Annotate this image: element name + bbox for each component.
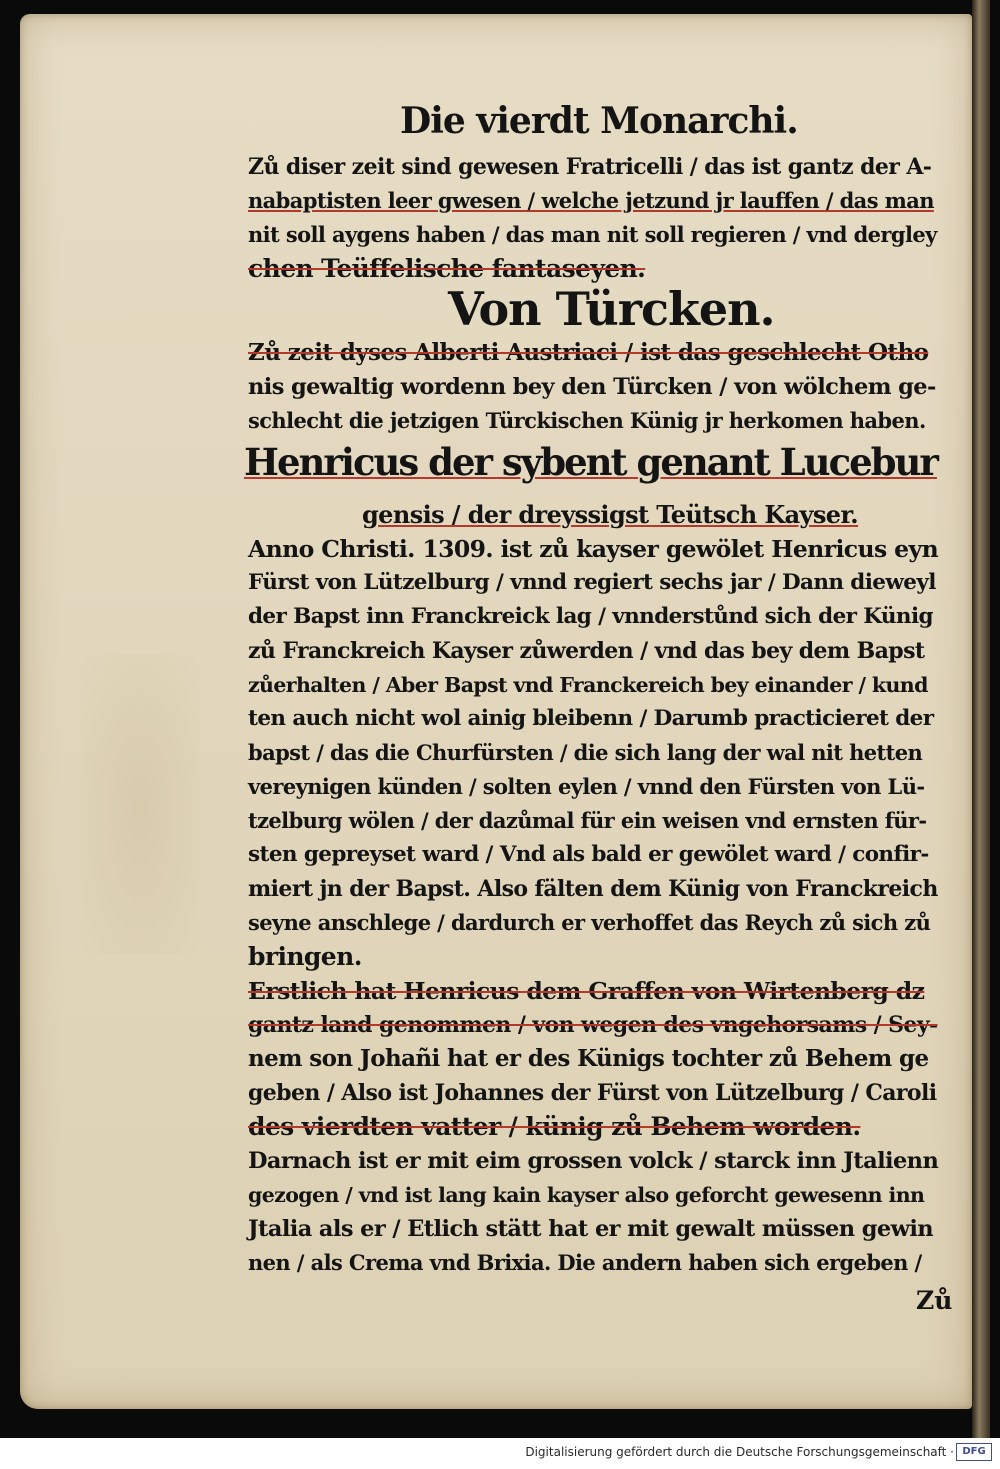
text-line: gantz land genommen / von wegen des vngehorsams / Sey- bbox=[248, 1012, 938, 1038]
section-subheading-henricus: gensis / der dreyssigst Teütsch Kayser. bbox=[362, 500, 859, 529]
text-line: zů Franckreich Kayser zůwerden / vnd das bey dem Bapst bbox=[248, 638, 925, 664]
text-line: Zů zeit dyses Alberti Austriaci / ist das geschlecht Otho bbox=[248, 339, 929, 366]
section-heading-henricus: Henricus der sybent genant Lucebur bbox=[244, 440, 937, 484]
page-edge bbox=[972, 0, 990, 1438]
text-line: seyne anschlege / dardurch er verhoffet das Reych zů sich zů bbox=[248, 910, 931, 935]
dfg-logo: DFG bbox=[956, 1443, 992, 1461]
text-line: Zů diser zeit sind gewesen Fratricelli / das ist gantz der A- bbox=[248, 154, 932, 180]
running-head: Die vierdt Monarchi. bbox=[400, 100, 798, 142]
text-line: zůerhalten / Aber Bapst vnd Franckereich bey einander / kund bbox=[248, 673, 928, 697]
text-line: nem son Johañi hat er des Künigs tochter zů Behem ge bbox=[248, 1045, 929, 1072]
text-line: Anno Christi. 1309. ist zů kayser gewölet Henricus eyn bbox=[248, 535, 939, 563]
text-line: nabaptisten leer gwesen / welche jetzund jr lauffen / das man bbox=[248, 188, 934, 213]
text-line: Jtalia als er / Etlich stätt hat er mit gewalt müssen gewin bbox=[248, 1216, 934, 1242]
text-line: vereynigen künden / solten eylen / vnnd den Fürsten von Lü- bbox=[248, 774, 925, 799]
catchword: Zů bbox=[916, 1286, 953, 1315]
text-line: sten gepreyset ward / Vnd als bald er gewölet ward / confir- bbox=[248, 842, 929, 867]
text-line: schlecht die jetzigen Türckischen Künig jr herkomen haben. bbox=[248, 408, 926, 433]
text-line: nit soll aygens haben / das man nit soll regieren / vnd dergley bbox=[248, 222, 937, 247]
text-line: ten auch nicht wol ainig bleibenn / Darumb practicieret der bbox=[248, 706, 934, 731]
paper-stain bbox=[80, 654, 200, 954]
text-line: miert jn der Bapst. Also fälten dem Künig von Franckreich bbox=[248, 876, 938, 902]
text-line: nis gewaltig wordenn bey den Türcken / von wölchem ge- bbox=[248, 374, 936, 400]
text-line: chen Teüffelische fantaseyen. bbox=[248, 254, 646, 283]
section-heading-turks: Von Türcken. bbox=[448, 282, 775, 336]
text-line: Erstlich hat Henricus dem Graffen von Wirtenberg dz bbox=[248, 977, 925, 1005]
text-line: der Bapst inn Franckreick lag / vnnderstůnd sich der Künig bbox=[248, 604, 933, 629]
text-line: geben / Also ist Johannes der Fürst von Lützelburg / Caroli bbox=[248, 1080, 937, 1106]
text-line: gezogen / vnd ist lang kain kayser also geforcht gewesenn inn bbox=[248, 1183, 925, 1207]
text-line: tzelburg wölen / der dazůmal für ein weisen vnd ernsten für- bbox=[248, 808, 927, 833]
text-line: Darnach ist er mit eim grossen volck / starck inn Jtalienn bbox=[248, 1148, 939, 1174]
text-line: nen / als Crema vnd Brixia. Die andern haben sich ergeben / bbox=[248, 1250, 922, 1275]
text-line: des vierdten vatter / künig zů Behem worden. bbox=[248, 1112, 861, 1141]
footer-credit: Digitalisierung gefördert durch die Deutsche Forschungsgemeinschaft · bbox=[525, 1445, 954, 1459]
text-line: Fürst von Lützelburg / vnnd regiert sechs jar / Dann dieweyl bbox=[248, 570, 936, 595]
text-line: bringen. bbox=[248, 942, 362, 971]
text-line: bapst / das die Churfürsten / die sich lang der wal nit hetten bbox=[248, 740, 923, 765]
